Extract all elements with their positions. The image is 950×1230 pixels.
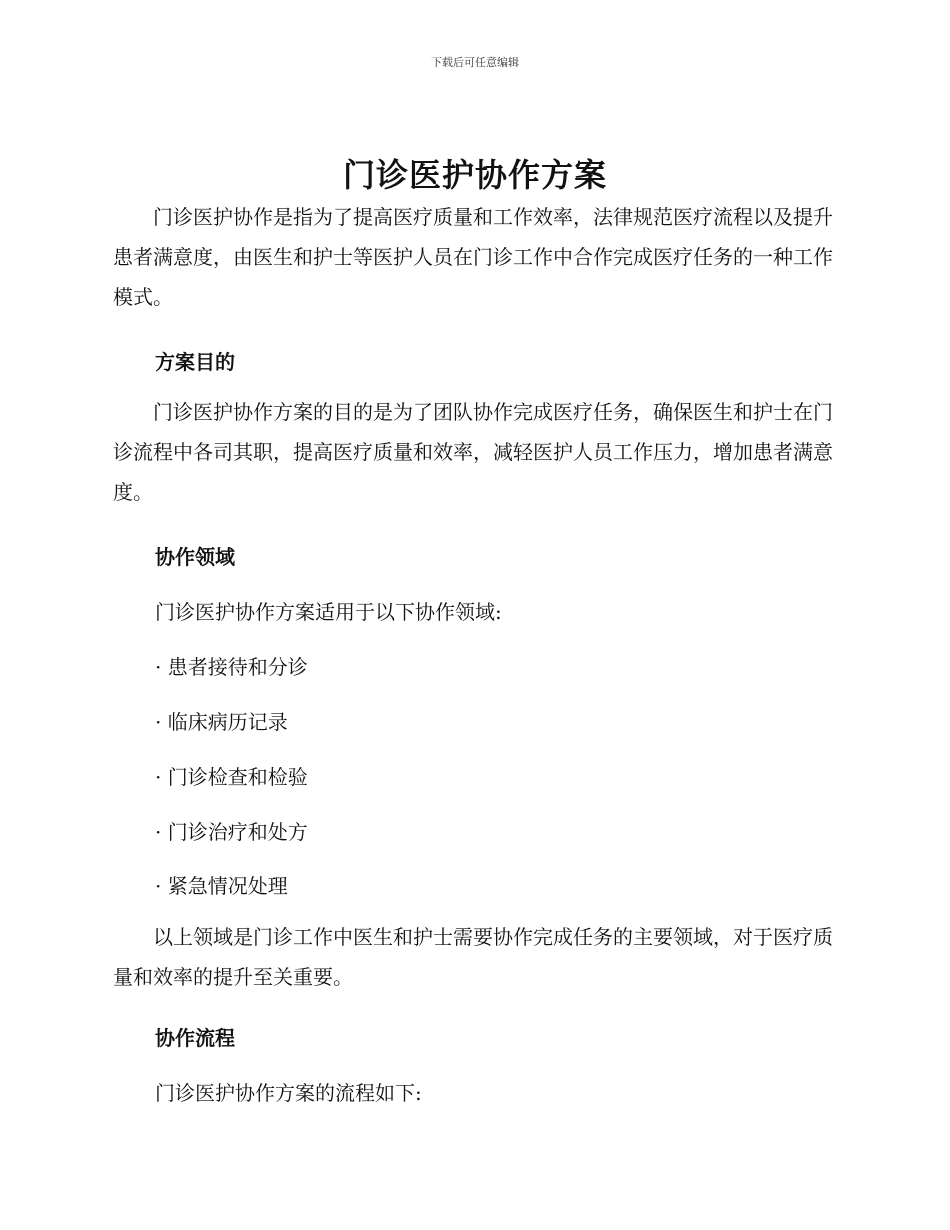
document-title: 门诊医护协作方案 — [342, 156, 607, 194]
list-item: · 门诊治疗和处方 — [155, 820, 308, 844]
section-heading-areas: 协作领域 — [155, 545, 235, 569]
section-heading-process: 协作流程 — [155, 1026, 235, 1050]
page-header-note: 下载后可任意编辑 — [431, 56, 519, 69]
purpose-paragraph: 门诊医护协作方案的目的是为了团队协作完成医疗任务，确保医生和护士在门诊流程中各司其职，提高医疗质量和效率，减轻医护人员工作压力，增加患者满意度。 — [113, 400, 833, 504]
list-item: · 门诊检查和检验 — [155, 765, 308, 789]
list-item: · 临床病历记录 — [155, 710, 288, 734]
process-lead-text: 门诊医护协作方案的流程如下: — [155, 1081, 422, 1105]
list-item: · 患者接待和分诊 — [155, 655, 308, 679]
intro-paragraph: 门诊医护协作是指为了提高医疗质量和工作效率，法律规范医疗流程以及提升患者满意度，由医生和护士等医护人员在门诊工作中合作完成医疗任务的一种工作模式。 — [113, 205, 833, 309]
list-item: · 紧急情况处理 — [155, 874, 288, 898]
areas-summary-paragraph: 以上领域是门诊工作中医生和护士需要协作完成任务的主要领域，对于医疗质量和效率的提升至关重要。 — [113, 925, 833, 989]
section-heading-purpose: 方案目的 — [155, 350, 235, 374]
areas-lead-text: 门诊医护协作方案适用于以下协作领域: — [155, 600, 502, 624]
